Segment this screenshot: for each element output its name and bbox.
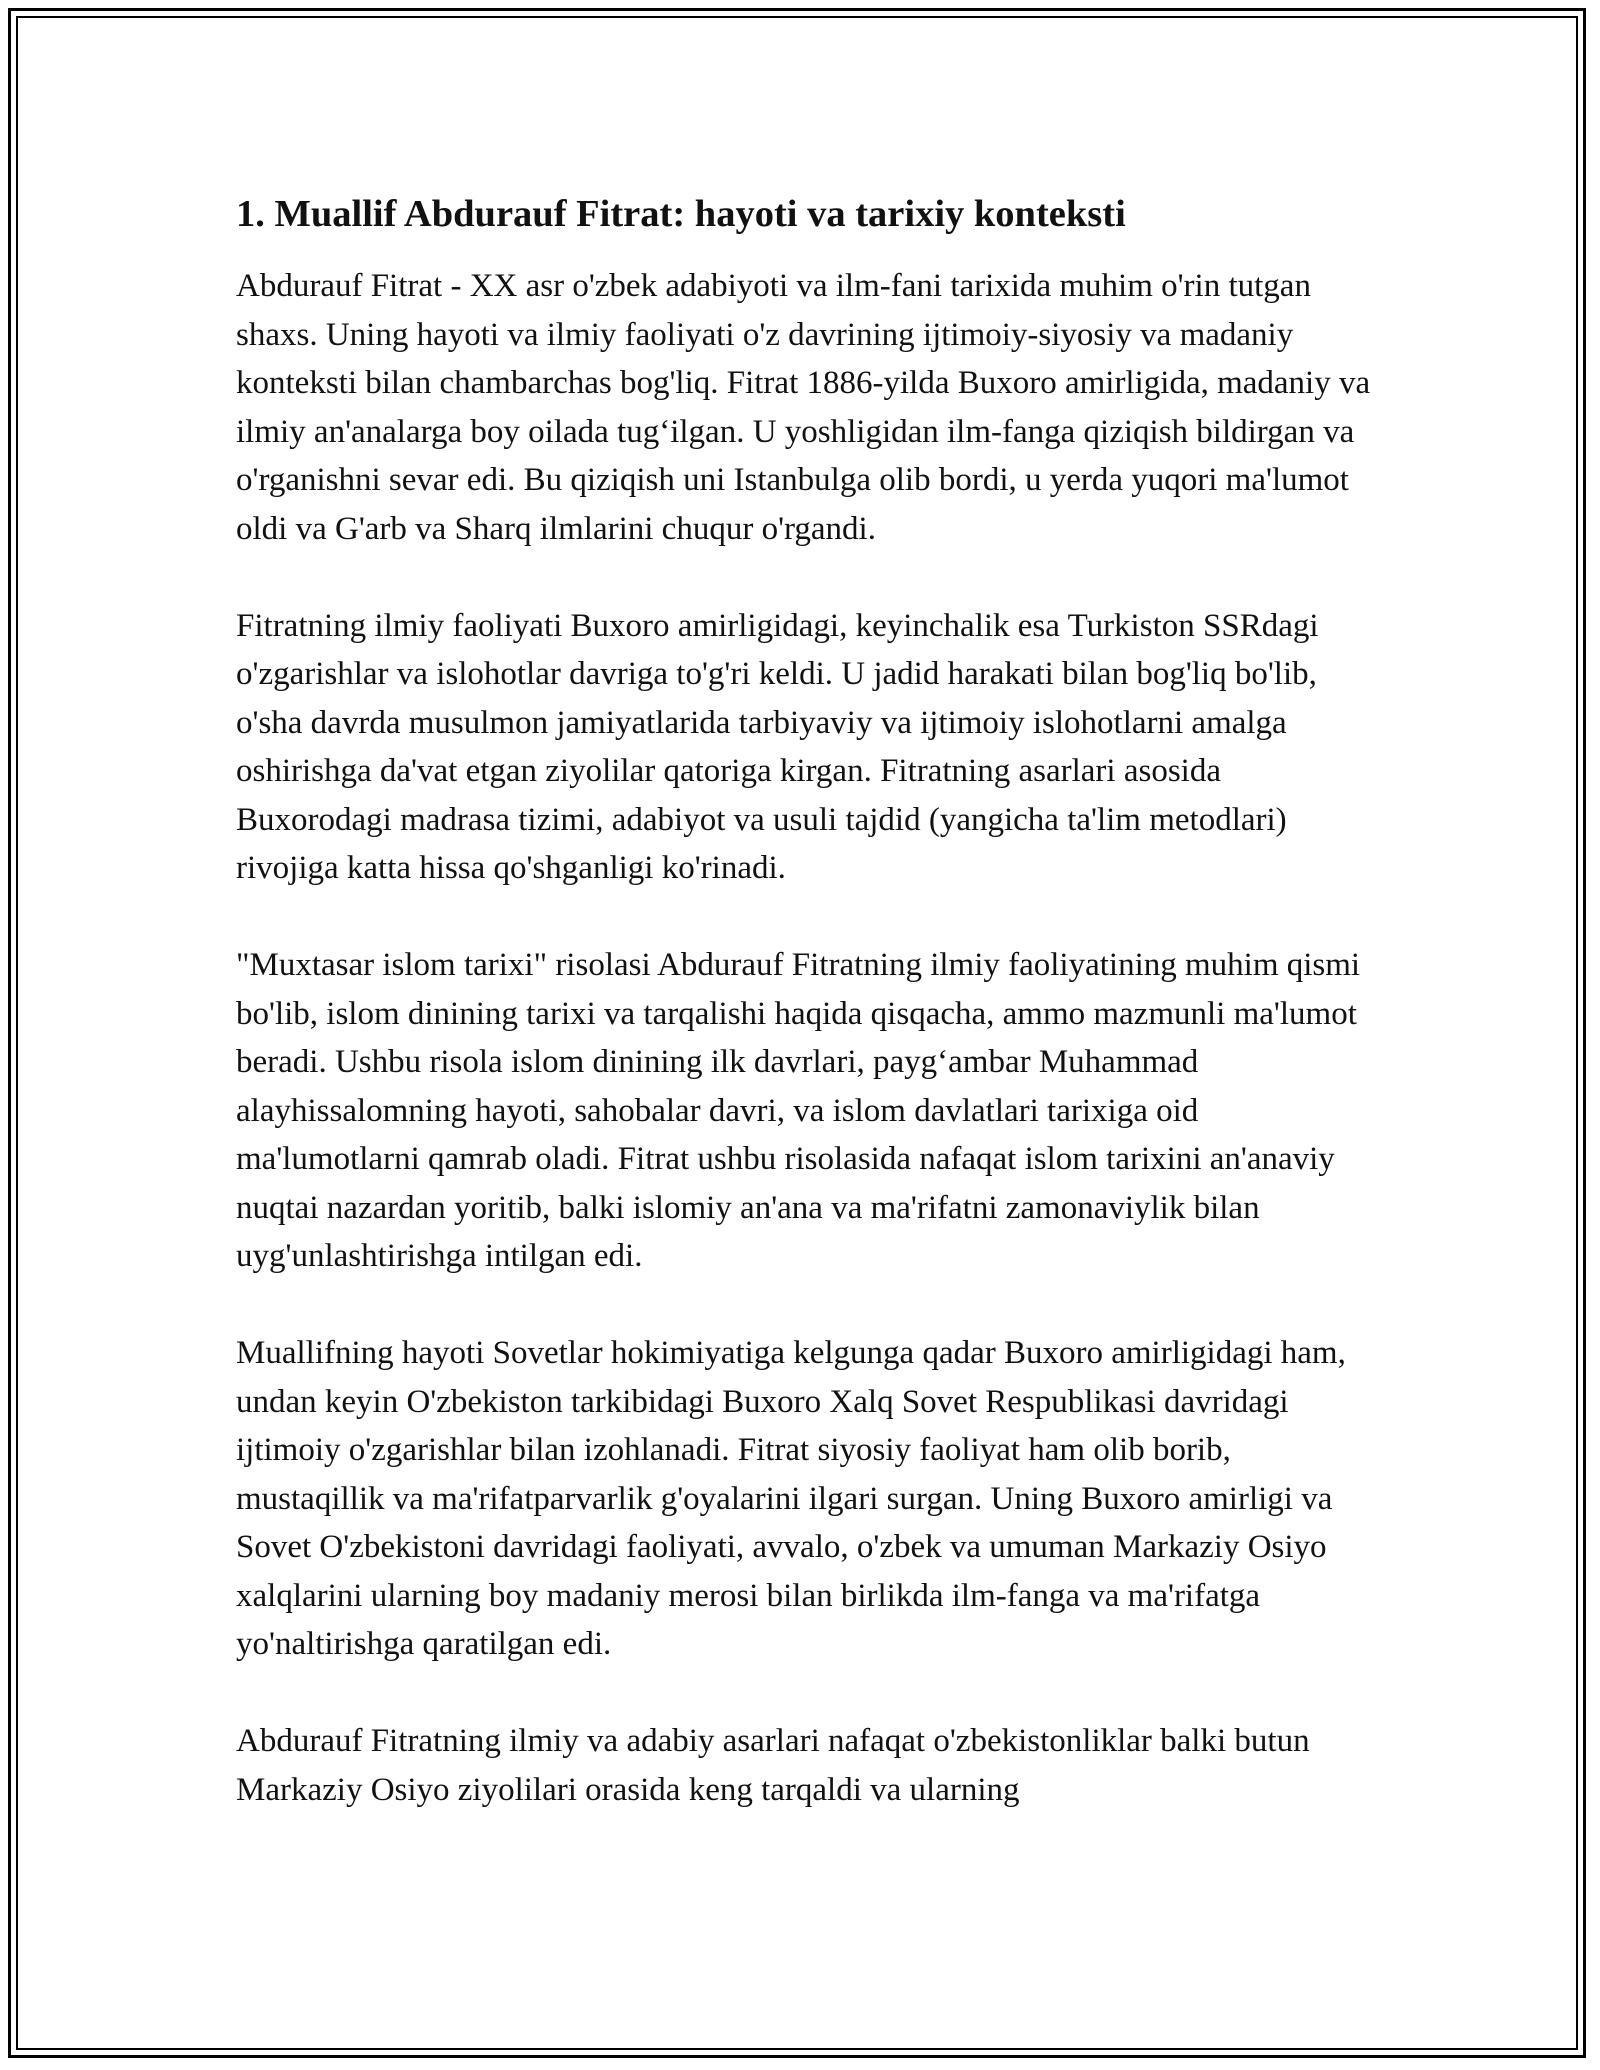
paragraph-1: Abdurauf Fitrat - XX asr o'zbek adabiyoti va ilm-fani tarixida muhim o'rin tutgan shaxs. Uning hayoti va ilmiy faoliyati o'z davrining ijtimoiy-siyosiy va madaniy konteksti bilan chambarchas bog'liq. Fitrat 1886-yilda Buxoro amirligida, madaniy va ilmiy an'analarga boy oilada tug‘ilgan. U yoshligidan ilm-fanga qiziqish bildirgan va o'rganishni sevar edi. Bu qiziqish uni Istanbulga olib bordi, u yerda yuqori ma'lumot oldi va G'arb va Sharq ilmlarini chuqur o'rgandi.: [236, 268, 1371, 547]
section-heading: 1. Muallif Abdurauf Fitrat: hayoti va tarixiy konteksti: [236, 193, 1126, 235]
document-body: [236, 188, 1376, 1863]
paragraph-5: Abdurauf Fitratning ilmiy va adabiy asarlari nafaqat o'zbekistonliklar balki butun Markaziy Osiyo ziyolilari orasida keng tarqaldi va ularning: [236, 1723, 1310, 1808]
paragraph-4: Muallifning hayoti Sovetlar hokimiyatiga kelgunga qadar Buxoro amirligidagi ham, undan keyin O'zbekiston tarkibidagi Buxoro Xalq Sovet Respublikasi davridagi ijtimoiy o'zgarishlar bilan izohlanadi. Fitrat siyosiy faoliyat ham olib borib, mustaqillik va ma'rifatparvarlik g'oyalarini ilgari surgan. Uning Buxoro amirligi va Sovet O'zbekistoni davridagi faoliyati, avvalo, o'zbek va umuman Markaziy Osiyo xalqlarini ularning boy madaniy merosi bilan birlikda ilm-fanga va ma'rifatga yo'naltirishga qaratilgan edi.: [236, 1335, 1346, 1662]
paragraph-3: "Muxtasar islom tarixi" risolasi Abdurauf Fitratning ilmiy faoliyatining muhim qismi bo'lib, islom dinining tarixi va tarqalishi haqida qisqacha, ammo mazmunli ma'lumot beradi. Ushbu risola islom dinining ilk davrlari, payg‘ambar Muhammad alayhissalomning hayoti, sahobalar davri, va islom davlatlari tarixiga oid ma'lumotlarni qamrab oladi. Fitrat ushbu risolasida nafaqat islom tarixini an'anaviy nuqtai nazardan yoritib, balki islomiy an'ana va ma'rifatni zamonaviylik bilan uyg'unlashtirishga intilgan edi.: [236, 947, 1361, 1274]
paragraph-2: Fitratning ilmiy faoliyati Buxoro amirligidagi, keyinchalik esa Turkiston SSRdagi o'zgarishlar va islohotlar davriga to'g'ri keldi. U jadid harakati bilan bog'liq bo'lib, o'sha davrda musulmon jamiyatlarida tarbiyaviy va ijtimoiy islohotlarni amalga oshirishga da'vat etgan ziyolilar qatoriga kirgan. Fitratning asarlari asosida Buxorodagi madrasa tizimi, adabiyot va usuli tajdid (yangicha ta'lim metodlari) rivojiga katta hissa qo'shganligi ko'rinadi.: [236, 607, 1319, 886]
